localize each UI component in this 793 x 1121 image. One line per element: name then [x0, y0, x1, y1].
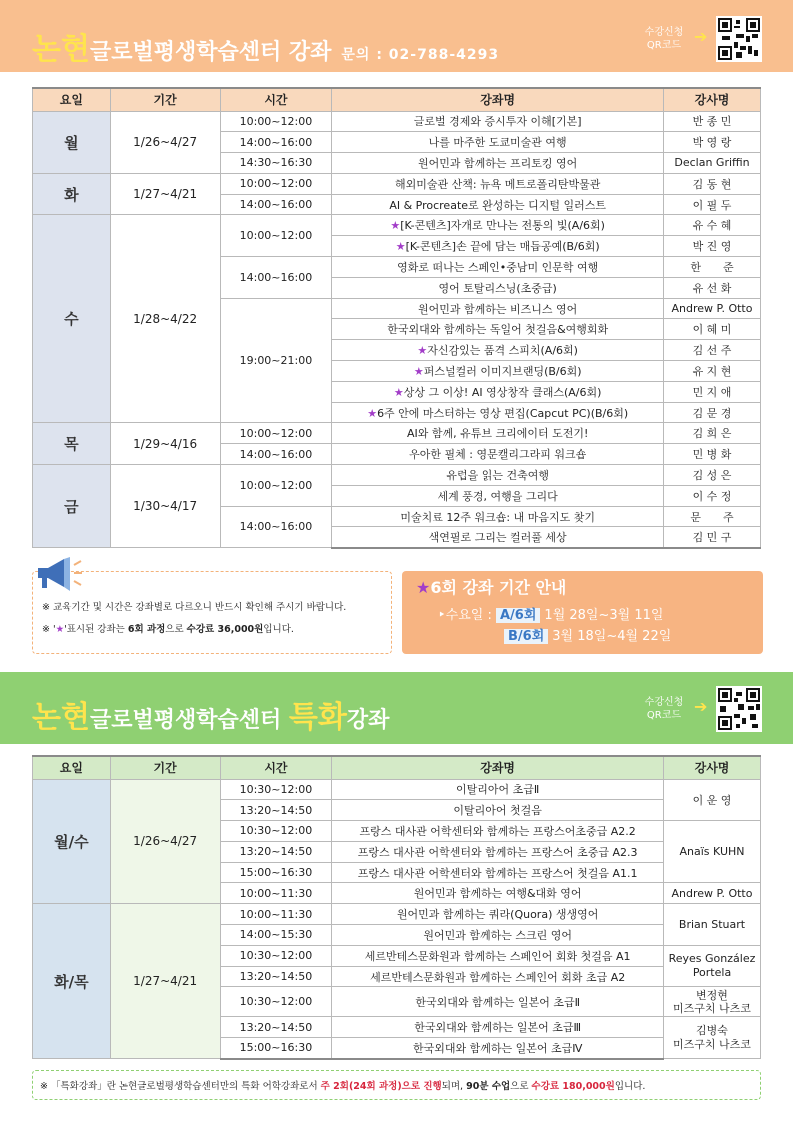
- day-cell: 수: [33, 215, 111, 423]
- period-cell: 1/30~4/17: [110, 465, 220, 548]
- footer-fee: 수강료 180,000원: [531, 1081, 615, 1092]
- instructor-cell: 이 수 정: [664, 485, 761, 506]
- instructor-cell: Andrew P. Otto: [664, 883, 761, 904]
- course-cell: 우아한 필체 : 영문캘리그라피 워크숍: [332, 444, 664, 465]
- instructor-cell: 김 희 은: [664, 423, 761, 444]
- header-time: 시간: [220, 88, 332, 111]
- header-instructor: 강사명: [664, 88, 761, 111]
- six-session-title: [416, 575, 566, 598]
- table-row: [33, 779, 761, 800]
- course-cell: 영화로 떠나는 스페인•중남미 인문학 여행: [332, 257, 664, 278]
- instructor-line: Reyes González: [668, 952, 756, 966]
- qr-code-icon[interactable]: [716, 686, 762, 732]
- course-cell: [332, 402, 664, 423]
- time-cell: 10:00~12:00: [220, 465, 332, 507]
- special-title-end: 강좌: [346, 708, 390, 733]
- notice-text: 입니다.: [263, 624, 294, 635]
- top-banner: [0, 0, 793, 72]
- time-cell: 10:30~12:00: [220, 779, 332, 800]
- regular-course-table: [32, 87, 761, 549]
- course-cell: 한국외대와 함께하는 일본어 초급Ⅳ: [332, 1038, 664, 1059]
- period-cell: 1/27~4/21: [110, 173, 220, 215]
- course-cell: 미술치료 12주 워크숍: 내 마음지도 찾기: [332, 506, 664, 527]
- instructor-cell: Andrew P. Otto: [664, 298, 761, 319]
- course-title: 퍼스널컬러 이미지브랜딩(B/6회): [423, 364, 582, 378]
- instructor-cell: 이 운 영: [664, 779, 761, 821]
- time-cell: 10:30~12:00: [220, 821, 332, 842]
- instructor-cell: 한 준: [664, 257, 761, 278]
- time-cell: 19:00~21:00: [220, 298, 332, 423]
- megaphone-icon: [34, 556, 88, 592]
- instructor-cell: 김 동 현: [664, 173, 761, 194]
- course-cell: 원어민과 함께하는 프리토킹 영어: [332, 153, 664, 174]
- course-cell: [332, 361, 664, 382]
- time-cell: 13:20~14:50: [220, 966, 332, 987]
- six-session-row-a: [438, 604, 663, 623]
- instructor-line: 변정현: [696, 988, 728, 1002]
- top-title-highlight: 논현: [32, 32, 90, 67]
- star-icon: ★: [416, 578, 431, 597]
- instructor-cell: 박 진 영: [664, 236, 761, 257]
- table-row: [33, 465, 761, 486]
- instructor-cell: 민 지 애: [664, 381, 761, 402]
- time-cell: 10:00~12:00: [220, 173, 332, 194]
- instructor-cell: 이 필 두: [664, 194, 761, 215]
- table-header-row: [33, 88, 761, 111]
- time-cell: 14:00~16:00: [220, 444, 332, 465]
- qr-label-line2: QR코드: [646, 40, 682, 51]
- top-title-rest: 글로벌평생학습센터 강좌: [89, 40, 332, 65]
- instructor-line: 미즈구치 나츠코: [673, 1001, 751, 1015]
- special-title-highlight: 논현: [32, 700, 90, 735]
- header-day: 요일: [33, 756, 111, 779]
- course-title: 자신감있는 품격 스피치(A/6회): [427, 344, 578, 358]
- course-cell: [332, 236, 664, 257]
- instructor-line: 김병숙: [696, 1023, 728, 1037]
- instructor-line: 미즈구치 나츠코: [673, 1037, 751, 1051]
- qr-label-line1: 수강신청: [644, 27, 684, 38]
- table-row: [33, 423, 761, 444]
- period-cell: 1/26~4/27: [110, 111, 220, 173]
- six-dates-b: 3월 18일~4월 22일: [552, 629, 672, 644]
- course-cell: 프랑스 대사관 어학센터와 함께하는 프랑스어 첫걸음 A1.1: [332, 862, 664, 883]
- header-time: 시간: [220, 756, 332, 779]
- instructor-cell: 문 주: [664, 506, 761, 527]
- time-cell: 14:00~16:00: [220, 132, 332, 153]
- contact-phone: 문의 : 02-788-4293: [341, 47, 500, 63]
- period-cell: 1/29~4/16: [110, 423, 220, 465]
- special-title-mid: 글로벌평생학습센터: [89, 708, 289, 733]
- six-session-title-text: 6회 강좌 기간 안내: [430, 578, 567, 597]
- course-cell: 이탈리아어 초급Ⅱ: [332, 779, 664, 800]
- instructor-cell: Anaïs KUHN: [664, 821, 761, 883]
- course-cell: [332, 340, 664, 361]
- header-instructor: 강사명: [664, 756, 761, 779]
- footer-text: ※ 「특화강좌」란 논현글로벌평생학습센터만의 특화 어학강좌로서: [40, 1081, 321, 1092]
- time-cell: 15:00~16:30: [220, 1038, 332, 1059]
- course-cell: 해외미술관 산책: 뉴욕 메트로폴리탄박물관: [332, 173, 664, 194]
- course-cell: 원어민과 함께하는 여행&대화 영어: [332, 883, 664, 904]
- instructor-cell: [664, 945, 761, 987]
- course-cell: 원어민과 함께하는 스크린 영어: [332, 925, 664, 946]
- day-cell: 월: [33, 111, 111, 173]
- period-cell: 1/27~4/21: [110, 904, 220, 1059]
- time-cell: 14:00~16:00: [220, 506, 332, 548]
- course-cell: 나를 마주한 도쿄미술관 여행: [332, 132, 664, 153]
- star-icon: ★: [413, 364, 424, 378]
- instructor-cell: 김 성 은: [664, 465, 761, 486]
- footer-text: 으로: [510, 1081, 532, 1092]
- instructor-cell: 김 문 경: [664, 402, 761, 423]
- course-cell: 세르반테스문화원과 함께하는 스페인어 회화 초급 A2: [332, 966, 664, 987]
- notice-text: '표시된 강좌는: [64, 624, 128, 635]
- time-cell: 14:30~16:30: [220, 153, 332, 174]
- instructor-cell: 유 지 현: [664, 361, 761, 382]
- instructor-cell: 유 선 화: [664, 277, 761, 298]
- course-cell: 영어 토탈리스닝(초중급): [332, 277, 664, 298]
- time-cell: 10:30~12:00: [220, 987, 332, 1017]
- notice-line-2: [42, 621, 294, 635]
- time-cell: 14:00~16:00: [220, 194, 332, 215]
- course-title: [K-콘텐츠]자개로 만나는 전통의 빛(A/6회): [400, 219, 605, 233]
- course-cell: 한국외대와 함께하는 일본어 초급Ⅱ: [332, 987, 664, 1017]
- footer-schedule: 주 2회(24회 과정)으로 진행: [320, 1081, 442, 1092]
- day-cell: 목: [33, 423, 111, 465]
- star-icon: ★: [393, 385, 404, 399]
- time-cell: 10:00~12:00: [220, 423, 332, 444]
- course-cell: 프랑스 대사관 어학센터와 함께하는 프랑스어초중급 A2.2: [332, 821, 664, 842]
- day-cell: 화: [33, 173, 111, 215]
- header-course: 강좌명: [332, 88, 664, 111]
- course-cell: [332, 215, 664, 236]
- special-banner: [0, 672, 793, 744]
- instructor-cell: [664, 987, 761, 1017]
- course-cell: AI와 함께, 유튜브 크리에이터 도전기!: [332, 423, 664, 444]
- time-cell: 14:00~16:00: [220, 257, 332, 299]
- arrow-right-icon: ➔: [694, 697, 708, 716]
- course-cell: 한국외대와 함께하는 독일어 첫걸음&여행회화: [332, 319, 664, 340]
- top-title: [32, 24, 499, 68]
- period-cell: 1/28~4/22: [110, 215, 220, 423]
- time-cell: 10:00~11:30: [220, 904, 332, 925]
- course-cell: [332, 381, 664, 402]
- instructor-cell: 반 종 민: [664, 111, 761, 132]
- course-cell: 유럽을 읽는 건축여행: [332, 465, 664, 486]
- time-cell: 10:00~11:30: [220, 883, 332, 904]
- footer-duration: 90분 수업: [466, 1081, 511, 1092]
- course-title: [K-콘텐츠]손 끝에 담는 매듭공예(B/6회): [405, 240, 600, 254]
- course-cell: 색연필로 그리는 컬러풀 세상: [332, 527, 664, 548]
- six-session-label: ‣수요일 :: [438, 608, 492, 623]
- time-cell: 13:20~14:50: [220, 800, 332, 821]
- instructor-cell: 유 수 혜: [664, 215, 761, 236]
- course-cell: 글로벌 경제와 증시투자 이해[기본]: [332, 111, 664, 132]
- table-header-row: [33, 756, 761, 779]
- instructor-cell: 이 혜 미: [664, 319, 761, 340]
- star-icon: ★: [55, 624, 65, 635]
- qr-label: [634, 696, 694, 722]
- day-cell: 금: [33, 465, 111, 548]
- six-tag-a: A/6회: [496, 608, 540, 623]
- special-title-highlight-2: 특화: [288, 700, 347, 735]
- six-tag-b: B/6회: [504, 629, 548, 644]
- star-icon: ★: [390, 219, 401, 233]
- header-day: 요일: [33, 88, 111, 111]
- star-icon: ★: [395, 240, 406, 254]
- time-cell: 14:00~15:30: [220, 925, 332, 946]
- instructor-cell: 박 영 랑: [664, 132, 761, 153]
- course-cell: 세르반테스문화원과 함께하는 스페인어 회화 첫걸음 A1: [332, 945, 664, 966]
- instructor-cell: [664, 1017, 761, 1059]
- notice-text: 으로: [165, 624, 187, 635]
- special-title: [32, 692, 389, 736]
- time-cell: 10:00~12:00: [220, 215, 332, 257]
- star-icon: ★: [367, 406, 378, 420]
- six-session-row-b: [504, 625, 671, 644]
- qr-label-line1: 수강신청: [644, 697, 684, 708]
- course-cell: 원어민과 함께하는 쿼라(Quora) 생생영어: [332, 904, 664, 925]
- time-cell: 10:30~12:00: [220, 945, 332, 966]
- footer-text: 입니다.: [614, 1081, 646, 1092]
- course-cell: 프랑스 대사관 어학센터와 함께하는 프랑스어 초중급 A2.3: [332, 841, 664, 862]
- time-cell: 15:00~16:30: [220, 862, 332, 883]
- time-cell: 13:20~14:50: [220, 1017, 332, 1038]
- table-row: [33, 215, 761, 236]
- course-title: 6주 안에 마스터하는 영상 편집(Capcut PC)(B/6회): [377, 406, 629, 420]
- instructor-cell: Brian Stuart: [664, 904, 761, 946]
- day-cell: 화/목: [33, 904, 111, 1059]
- instructor-line: Portela: [692, 966, 732, 980]
- special-course-table: [32, 755, 761, 1060]
- instructor-cell: Declan Griffin: [664, 153, 761, 174]
- course-cell: 이탈리아어 첫걸음: [332, 800, 664, 821]
- notice-fee: 수강료 36,000원: [186, 624, 264, 635]
- course-cell: AI & Procreate로 완성하는 디지털 일러스트: [332, 194, 664, 215]
- instructor-cell: 민 병 화: [664, 444, 761, 465]
- time-cell: 13:20~14:50: [220, 841, 332, 862]
- arrow-right-icon: ➔: [694, 27, 708, 46]
- instructor-cell: 김 선 주: [664, 340, 761, 361]
- header-period: 기간: [110, 88, 220, 111]
- notice-six-sessions: 6회 과정: [127, 624, 166, 635]
- header-course: 강좌명: [332, 756, 664, 779]
- footer-text: 되며,: [441, 1081, 467, 1092]
- time-cell: 10:00~12:00: [220, 111, 332, 132]
- star-icon: ★: [417, 344, 428, 358]
- header-period: 기간: [110, 756, 220, 779]
- course-title: 상상 그 이상! AI 영상창작 클래스(A/6회): [403, 385, 602, 399]
- notice-text: ※ ': [42, 624, 56, 635]
- qr-label: [634, 26, 694, 52]
- qr-label-line2: QR코드: [646, 710, 682, 721]
- course-cell: 원어민과 함께하는 비즈니스 영어: [332, 298, 664, 319]
- table-row: [33, 173, 761, 194]
- six-dates-a: 1월 28일~3월 11일: [544, 608, 664, 623]
- day-cell: 월/수: [33, 779, 111, 904]
- qr-code-icon[interactable]: [716, 16, 762, 62]
- instructor-cell: 김 민 구: [664, 527, 761, 548]
- course-cell: 한국외대와 함께하는 일본어 초급Ⅲ: [332, 1017, 664, 1038]
- period-cell: 1/26~4/27: [110, 779, 220, 904]
- footer-note: [40, 1078, 645, 1092]
- notice-line-1: ※ 교육기간 및 시간은 강좌별로 다르오니 반드시 확인해 주시기 바랍니다.: [42, 602, 347, 613]
- table-row: [33, 904, 761, 925]
- table-row: [33, 111, 761, 132]
- course-cell: 세계 풍경, 여행을 그리다: [332, 485, 664, 506]
